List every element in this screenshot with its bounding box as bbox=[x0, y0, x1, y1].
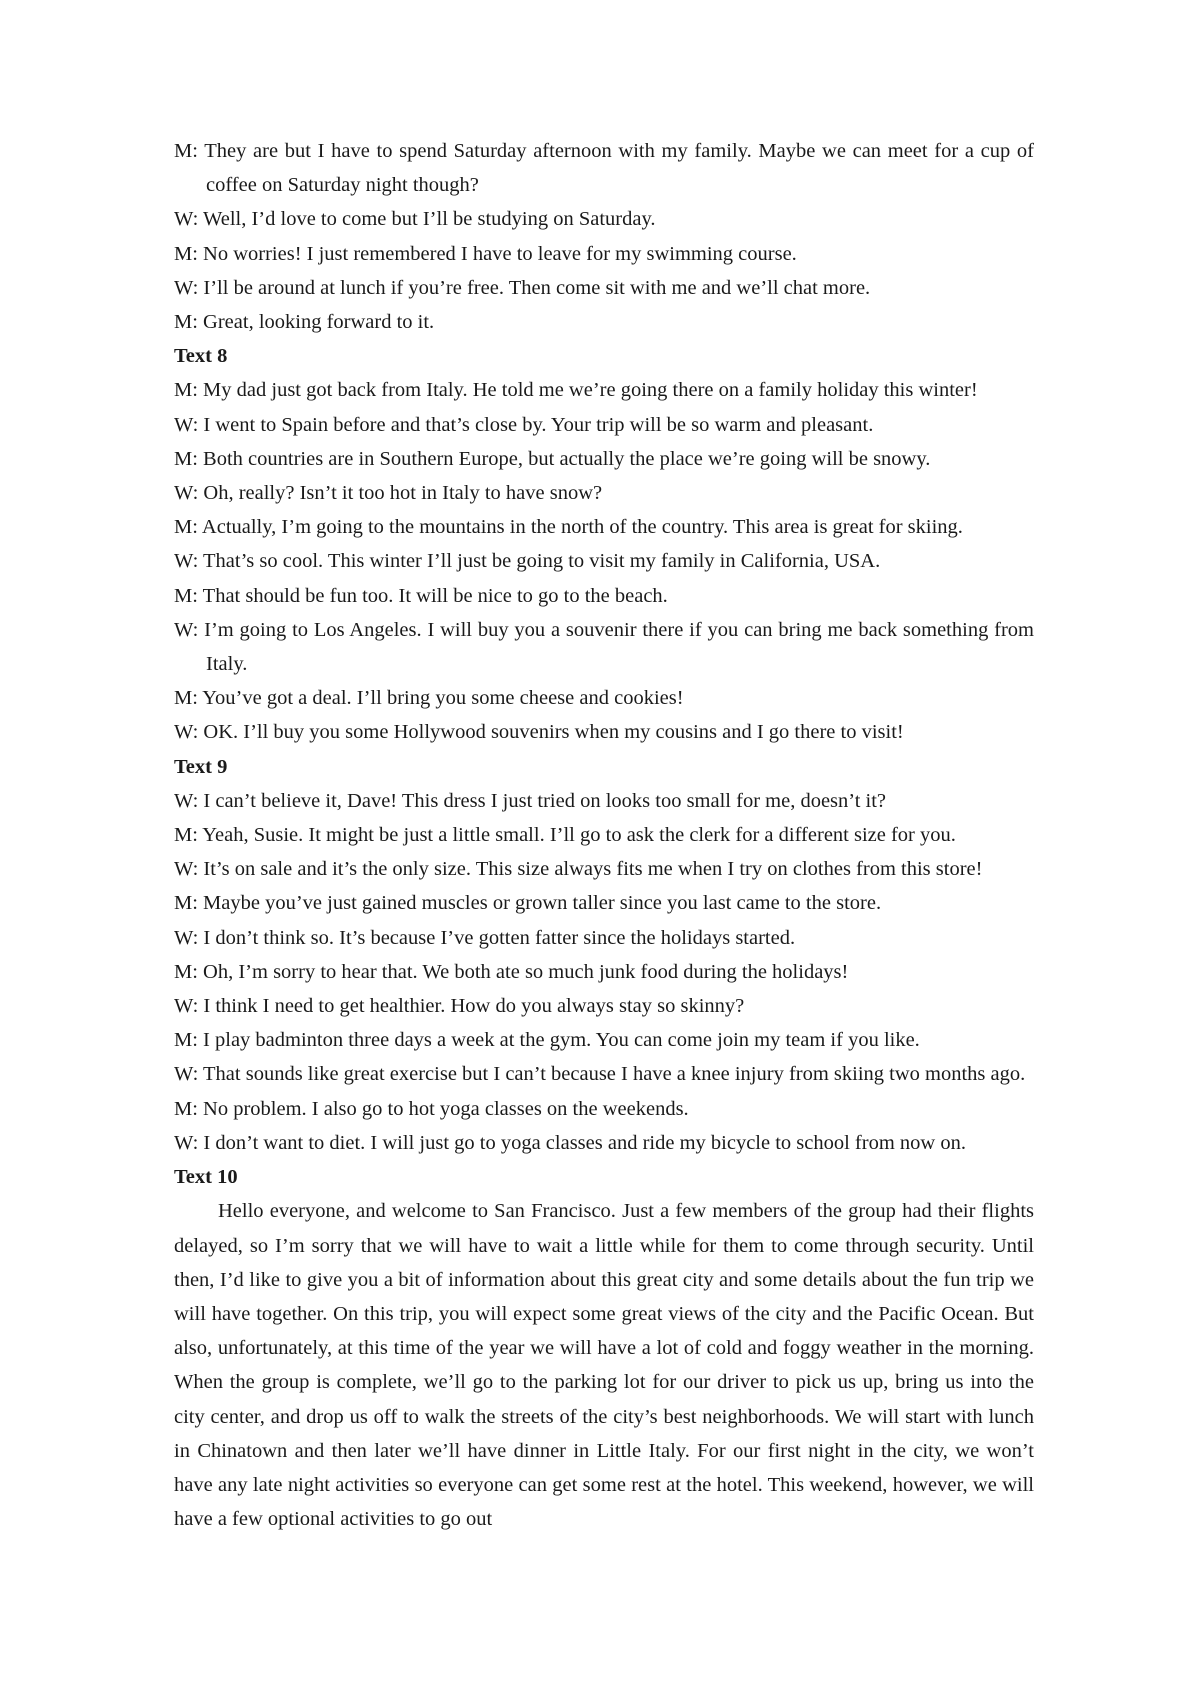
dialogue-line: W: I don’t want to diet. I will just go to yoga classes and ride my bicycle to school from now on. bbox=[174, 1131, 966, 1154]
dialogue-line: W: Oh, really? Isn’t it too hot in Italy to have snow? bbox=[174, 482, 603, 505]
dialogue-line: W: I’ll be around at lunch if you’re free. Then come sit with me and we’ll chat more. bbox=[174, 276, 871, 299]
dialogue-line: M: Great, looking forward to it. bbox=[174, 311, 435, 334]
dialogue-line: W: That’s so cool. This winter I’ll just be going to visit my family in California, USA. bbox=[174, 550, 881, 573]
dialogue-line: M: Actually, I’m going to the mountains in the north of the country. This area is great for skiing. bbox=[174, 516, 963, 539]
dialogue-line: M: My dad just got back from Italy. He told me we’re going there on a family holiday this winter! bbox=[174, 379, 978, 402]
dialogue-line: W: I don’t think so. It’s because I’ve gotten fatter since the holidays started. bbox=[174, 926, 796, 949]
dialogue-line: W: I think I need to get healthier. How do you always stay so skinny? bbox=[174, 995, 745, 1018]
dialogue-line: M: Oh, I’m sorry to hear that. We both ate so much junk food during the holidays! bbox=[174, 960, 849, 983]
section-heading-text-8: Text 8 bbox=[174, 345, 228, 368]
dialogue-line: W: OK. I’ll buy you some Hollywood souvenirs when my cousins and I go there to visit! bbox=[174, 721, 904, 744]
dialogue-line: W: Well, I’d love to come but I’ll be studying on Saturday. bbox=[174, 208, 656, 231]
section-heading-text-9: Text 9 bbox=[174, 755, 228, 778]
dialogue-line: M: Yeah, Susie. It might be just a little small. I’ll go to ask the clerk for a different size for you. bbox=[174, 824, 956, 847]
document-page bbox=[174, 134, 1034, 1536]
dialogue-line: M: You’ve got a deal. I’ll bring you some cheese and cookies! bbox=[174, 687, 684, 710]
section-heading-text-10: Text 10 bbox=[174, 1166, 238, 1189]
dialogue-line: W: I’m going to Los Angeles. I will buy you a souvenir there if you can bring me back something from Italy. bbox=[174, 618, 1034, 676]
dialogue-line: M: I play badminton three days a week at the gym. You can come join my team if you like. bbox=[174, 1029, 920, 1052]
dialogue-line: M: They are but I have to spend Saturday afternoon with my family. Maybe we can meet for a cup of coffee on Saturday night though? bbox=[174, 140, 1034, 197]
dialogue-line: M: Both countries are in Southern Europe, but actually the place we’re going will be snowy. bbox=[174, 447, 931, 470]
dialogue-line: W: I can’t believe it, Dave! This dress I just tried on looks too small for me, doesn’t it? bbox=[174, 789, 887, 812]
dialogue-line: M: Maybe you’ve just gained muscles or grown taller since you last came to the store. bbox=[174, 892, 882, 915]
dialogue-line: W: It’s on sale and it’s the only size. This size always fits me when I try on clothes from this store! bbox=[174, 858, 983, 881]
dialogue-line: M: No worries! I just remembered I have to leave for my swimming course. bbox=[174, 242, 797, 265]
dialogue-line: W: That sounds like great exercise but I can’t because I have a knee injury from skiing two months ago. bbox=[174, 1063, 1026, 1086]
dialogue-line: M: That should be fun too. It will be nice to go to the beach. bbox=[174, 584, 668, 607]
monologue-paragraph: Hello everyone, and welcome to San Francisco. Just a few members of the group had their flights delayed, so I’m sorry that we will have to wait a little while for them to come through security. Until then, I’d like to give you a bit of information about this great city and some details about the fun trip we will have together. On this trip, you will expect some great views of the city and the Pacific Ocean. But also, unfortunately, at this time of the year we will have a lot of cold and foggy weather in the morning. When the group is complete, we’ll go to the parking lot for our driver to pick us up, bring us into the city center, and drop us off to walk the streets of the city’s best neighborhoods. We will start with lunch in Chinatown and then later we’ll have dinner in Little Italy. For our first night in the city, we won’t have any late night activities so everyone can get some rest at the hotel. This weekend, however, we will have a few optional activities to go out bbox=[174, 1200, 1034, 1531]
dialogue-line: M: No problem. I also go to hot yoga classes on the weekends. bbox=[174, 1097, 689, 1120]
dialogue-line: W: I went to Spain before and that’s close by. Your trip will be so warm and pleasant. bbox=[174, 413, 874, 436]
